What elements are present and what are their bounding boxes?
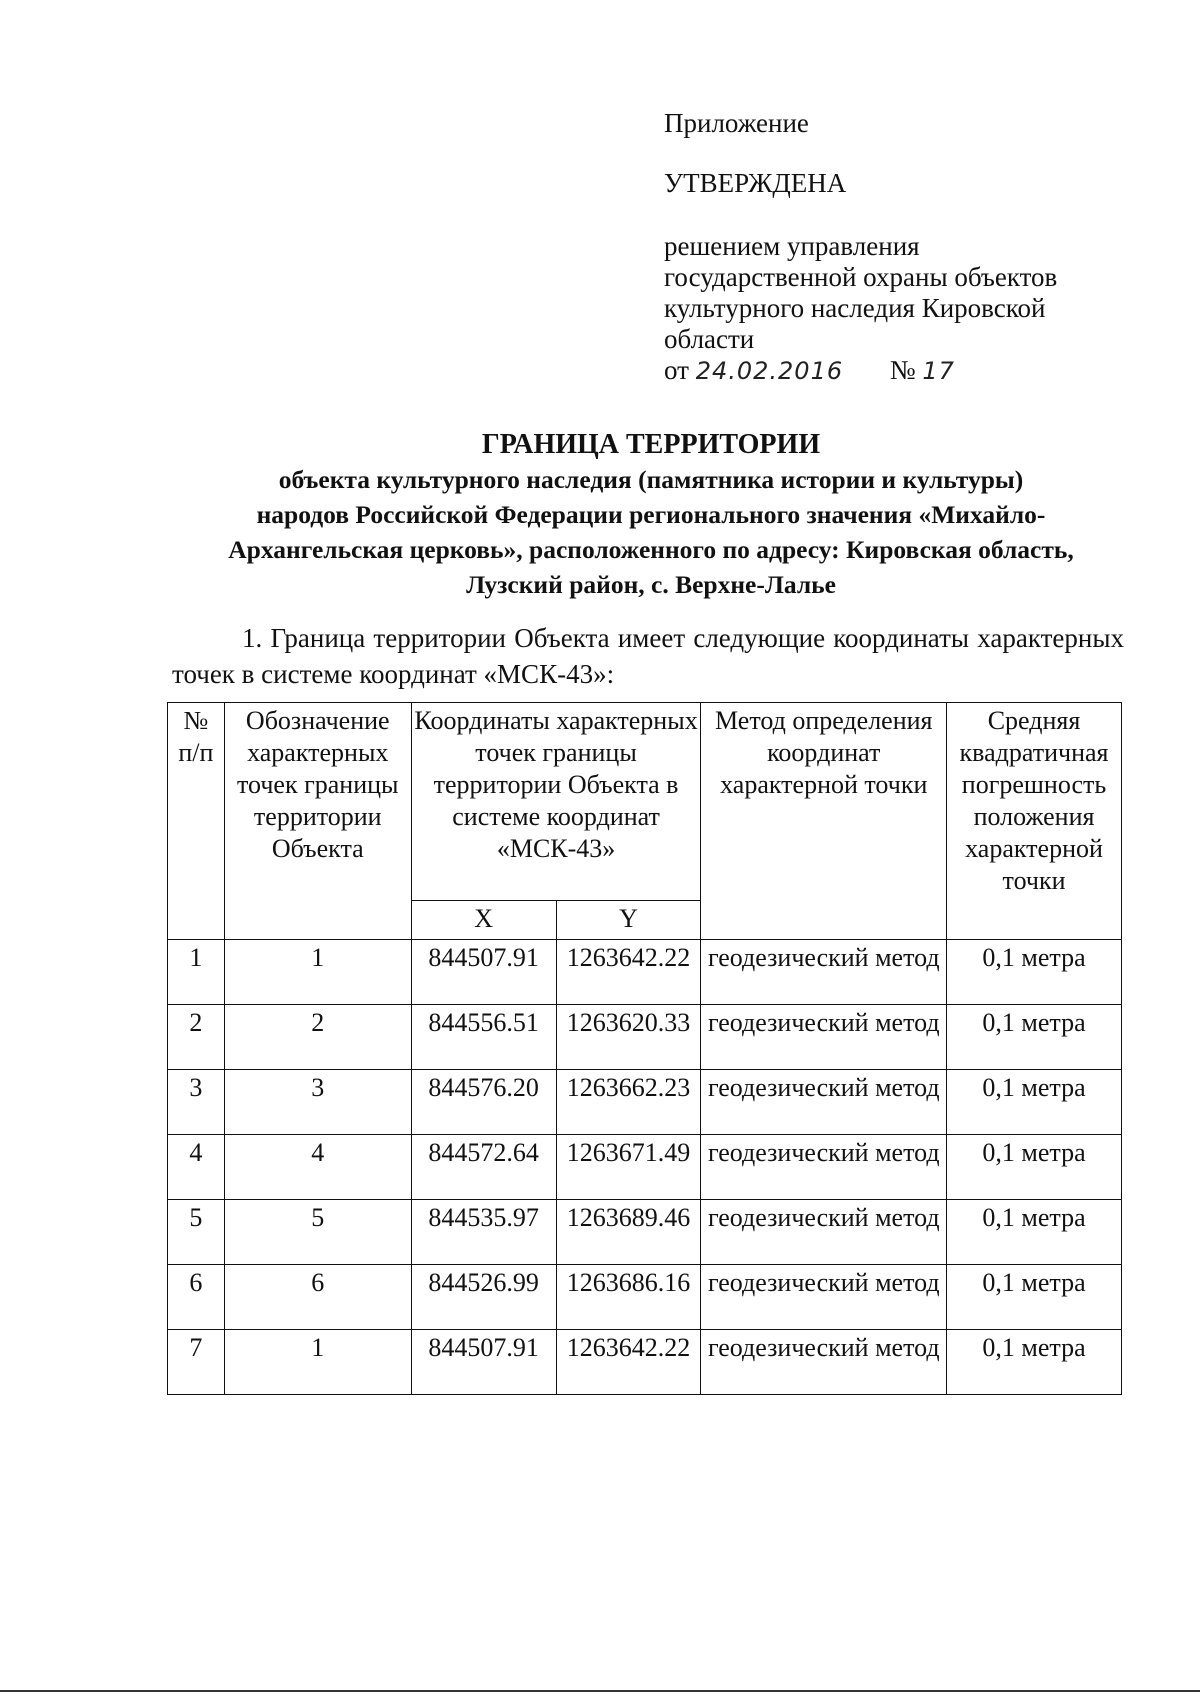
table-row xyxy=(168,1330,1122,1395)
cell-x: 844526.99 xyxy=(411,1265,556,1330)
coordinates-table xyxy=(167,702,1122,1395)
cell-x: 844507.91 xyxy=(411,1330,556,1395)
decision-line: культурного наследия Кировской xyxy=(664,293,1046,323)
cell-method: геодезический метод xyxy=(701,1330,947,1395)
cell-method: геодезический метод xyxy=(701,1135,947,1200)
header-y: Y xyxy=(556,901,701,940)
table-row xyxy=(168,1200,1122,1265)
title-line: объекта культурного наследия (памятника истории и культуры) xyxy=(278,465,1024,494)
title-line: Лузский район, с. Верхне-Лалье xyxy=(466,570,836,599)
title-main: ГРАНИЦА ТЕРРИТОРИИ xyxy=(481,429,821,460)
date-prefix: от xyxy=(664,355,689,385)
appendix-label: Приложение xyxy=(664,108,809,138)
decision-line: области xyxy=(664,324,755,354)
cell-y: 1263642.22 xyxy=(556,1330,701,1395)
cell-point: 3 xyxy=(224,1070,411,1135)
header-num: № п/п xyxy=(168,703,225,940)
header-method: Метод определения координат характерной точки xyxy=(701,703,947,940)
intro-paragraph: 1. Граница территории Объекта имеет следующие координаты характерных точек в системе координат «МСК-43»: xyxy=(172,623,1124,689)
cell-x: 844576.20 xyxy=(411,1070,556,1135)
header-x: X xyxy=(411,901,556,940)
document-title xyxy=(168,428,1134,602)
header-coordinates: Координаты характерных точек границы территории Объекта в системе координат «МСК-43» xyxy=(411,703,701,901)
title-line: Архангельская церковь», расположенного по адресу: Кировская область, xyxy=(228,535,1074,564)
cell-x: 844535.97 xyxy=(411,1200,556,1265)
cell-num: 7 xyxy=(168,1330,225,1395)
cell-y: 1263620.33 xyxy=(556,1005,701,1070)
cell-error: 0,1 метра xyxy=(947,1005,1122,1070)
cell-x: 844507.91 xyxy=(411,940,556,1005)
table-row xyxy=(168,1265,1122,1330)
cell-error: 0,1 метра xyxy=(947,940,1122,1005)
cell-point: 6 xyxy=(224,1265,411,1330)
handwritten-date: 24.02.2016 xyxy=(695,357,844,385)
cell-error: 0,1 метра xyxy=(947,1135,1122,1200)
cell-x: 844572.64 xyxy=(411,1135,556,1200)
approved-label: УТВЕРЖДЕНА xyxy=(664,168,847,198)
cell-num: 6 xyxy=(168,1265,225,1330)
number-sign: № xyxy=(889,355,916,385)
cell-error: 0,1 метра xyxy=(947,1265,1122,1330)
cell-y: 1263689.46 xyxy=(556,1200,701,1265)
table-row xyxy=(168,940,1122,1005)
title-line: народов Российской Федерации регионального значения «Михайло- xyxy=(256,500,1046,529)
cell-y: 1263671.49 xyxy=(556,1135,701,1200)
cell-error: 0,1 метра xyxy=(947,1070,1122,1135)
approval-block xyxy=(664,108,1124,387)
cell-error: 0,1 метра xyxy=(947,1330,1122,1395)
decision-line: решением управления xyxy=(664,231,920,261)
cell-num: 5 xyxy=(168,1200,225,1265)
cell-error: 0,1 метра xyxy=(947,1200,1122,1265)
cell-point: 5 xyxy=(224,1200,411,1265)
cell-point: 2 xyxy=(224,1005,411,1070)
cell-y: 1263642.22 xyxy=(556,940,701,1005)
cell-point: 1 xyxy=(224,940,411,1005)
cell-method: геодезический метод xyxy=(701,1070,947,1135)
date-number-line xyxy=(664,355,1124,387)
table-row xyxy=(168,1005,1122,1070)
cell-num: 2 xyxy=(168,1005,225,1070)
cell-method: геодезический метод xyxy=(701,1200,947,1265)
cell-y: 1263662.23 xyxy=(556,1070,701,1135)
cell-point: 1 xyxy=(224,1330,411,1395)
cell-method: геодезический метод xyxy=(701,1265,947,1330)
cell-method: геодезический метод xyxy=(701,940,947,1005)
header-designation: Обозначение характерных точек границы территории Объекта xyxy=(224,703,411,940)
cell-num: 4 xyxy=(168,1135,225,1200)
table-row xyxy=(168,1070,1122,1135)
table-row xyxy=(168,1135,1122,1200)
header-error: Средняя квадратичная погрешность положения характерной точки xyxy=(947,703,1122,940)
cell-y: 1263686.16 xyxy=(556,1265,701,1330)
cell-point: 4 xyxy=(224,1135,411,1200)
bottom-scan-line xyxy=(0,1690,1200,1692)
cell-method: геодезический метод xyxy=(701,1005,947,1070)
cell-num: 3 xyxy=(168,1070,225,1135)
decision-line: государственной охраны объектов xyxy=(664,262,1058,292)
handwritten-number: 17 xyxy=(922,357,955,385)
cell-num: 1 xyxy=(168,940,225,1005)
cell-x: 844556.51 xyxy=(411,1005,556,1070)
